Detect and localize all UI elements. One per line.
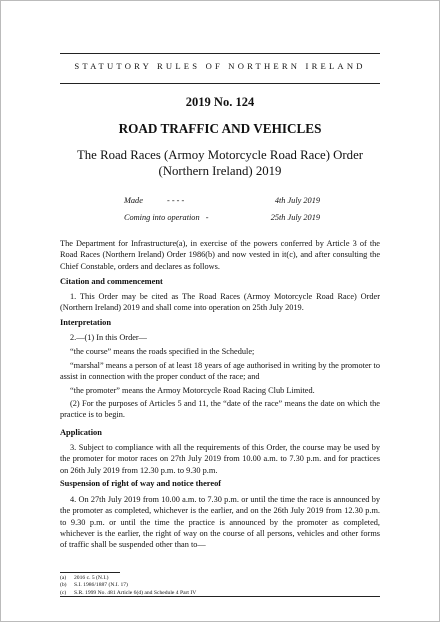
operation-date: 25th July 2019 [270, 213, 320, 222]
heading-suspension: Suspension of right of way and notice thereof [60, 479, 222, 488]
made-label: Made [124, 196, 143, 205]
bottom-rule [60, 596, 380, 597]
subject-heading: ROAD TRAFFIC AND VEHICLES [118, 121, 322, 136]
document-title [60, 147, 380, 179]
footnote-mark: (c) [60, 589, 67, 596]
made-date: 4th July 2019 [274, 196, 320, 205]
heading-interpretation: Interpretation [60, 318, 112, 327]
made-label-group [124, 196, 184, 213]
heading-citation: Citation and commencement [60, 277, 163, 286]
top-rule [60, 53, 380, 54]
made-row [124, 196, 320, 213]
instrument-number: 2019 No. 124 [185, 95, 255, 109]
made-dashes: - - - - [166, 196, 185, 205]
footnote-text: S.R. 1999 No. 481 Article 6(d) and Schedule 4 Part IV [74, 589, 197, 596]
operation-label-group [124, 213, 208, 230]
article-1: 1. This Order may be cited as The Road Races (Armoy Motorcycle Road Race) Order (Northern Ireland) 2019 and shall come into operation on 25th July 2019. [60, 292, 380, 313]
preamble: The Department for Infrastructure(a), in exercise of the powers conferred by Article 3 of the Road Races (Northern Ireland) Order 1986(b) and now vested in it(c), and after consulting the Chief Constable, orders and declares as follows. [60, 239, 380, 271]
footnote-text: 2016 c. 5 (N.I.) [74, 575, 109, 581]
operation-dashes: - [205, 213, 209, 222]
footnote-text: S.I. 1986/1887 (N.I. 17) [74, 582, 128, 589]
series-heading: STATUTORY RULES OF NORTHERN IRELAND [74, 61, 366, 71]
series-rule [60, 83, 380, 84]
footnote-b [60, 582, 196, 589]
article-3: 3. Subject to compliance with all the requirements of this Order, the course may be used by the promoter for motor races on 27th July 2019 from 10.00 a.m. to 7.30 p.m. and for practices on 26th July 2019 from 12.30 p.m. to 9.30 p.m. [60, 443, 380, 475]
heading-application: Application [60, 428, 102, 437]
article-2-para-2: (2) For the purposes of Articles 5 and 11, the “date of the race” means the date on which the practice is to begin. [60, 399, 380, 420]
footnote-mark: (a) [60, 575, 67, 581]
definition-promoter: “the promoter” means the Armoy Motorcycle Road Racing Club Limited. [70, 386, 315, 395]
dates-table [124, 196, 320, 230]
footnote-mark: (b) [60, 582, 67, 589]
title-line-1: The Road Races (Armoy Motorcycle Road Race) Order [76, 148, 364, 162]
article-4: 4. On 27th July 2019 from 10.00 a.m. to 7.30 p.m. or until the time the race is announced by the promoter as completed, whichever is the earlier, and on the 26th July 2019 from 12.30 p.m. to 9.30 p.m. or until the time the practice is announced by the promoter as completed, whichever is the earlier, the right of way on the course of all persons, vehicles and other forms of traffic shall be suspended other than to— [60, 495, 380, 550]
definition-marshal: “marshal” means a person of at least 18 years of age authorised in writing by the promoter to assist in connection with the proper conduct of the race; and [60, 361, 380, 382]
footnote-rule [60, 572, 120, 573]
operation-row [124, 213, 320, 230]
title-line-2: (Northern Ireland) 2019 [158, 164, 282, 178]
operation-label: Coming into operation [124, 213, 200, 222]
footnotes [60, 575, 196, 597]
definition-course: “the course” means the roads specified in the Schedule; [70, 347, 255, 356]
article-2-intro: 2.—(1) In this Order— [70, 333, 147, 342]
